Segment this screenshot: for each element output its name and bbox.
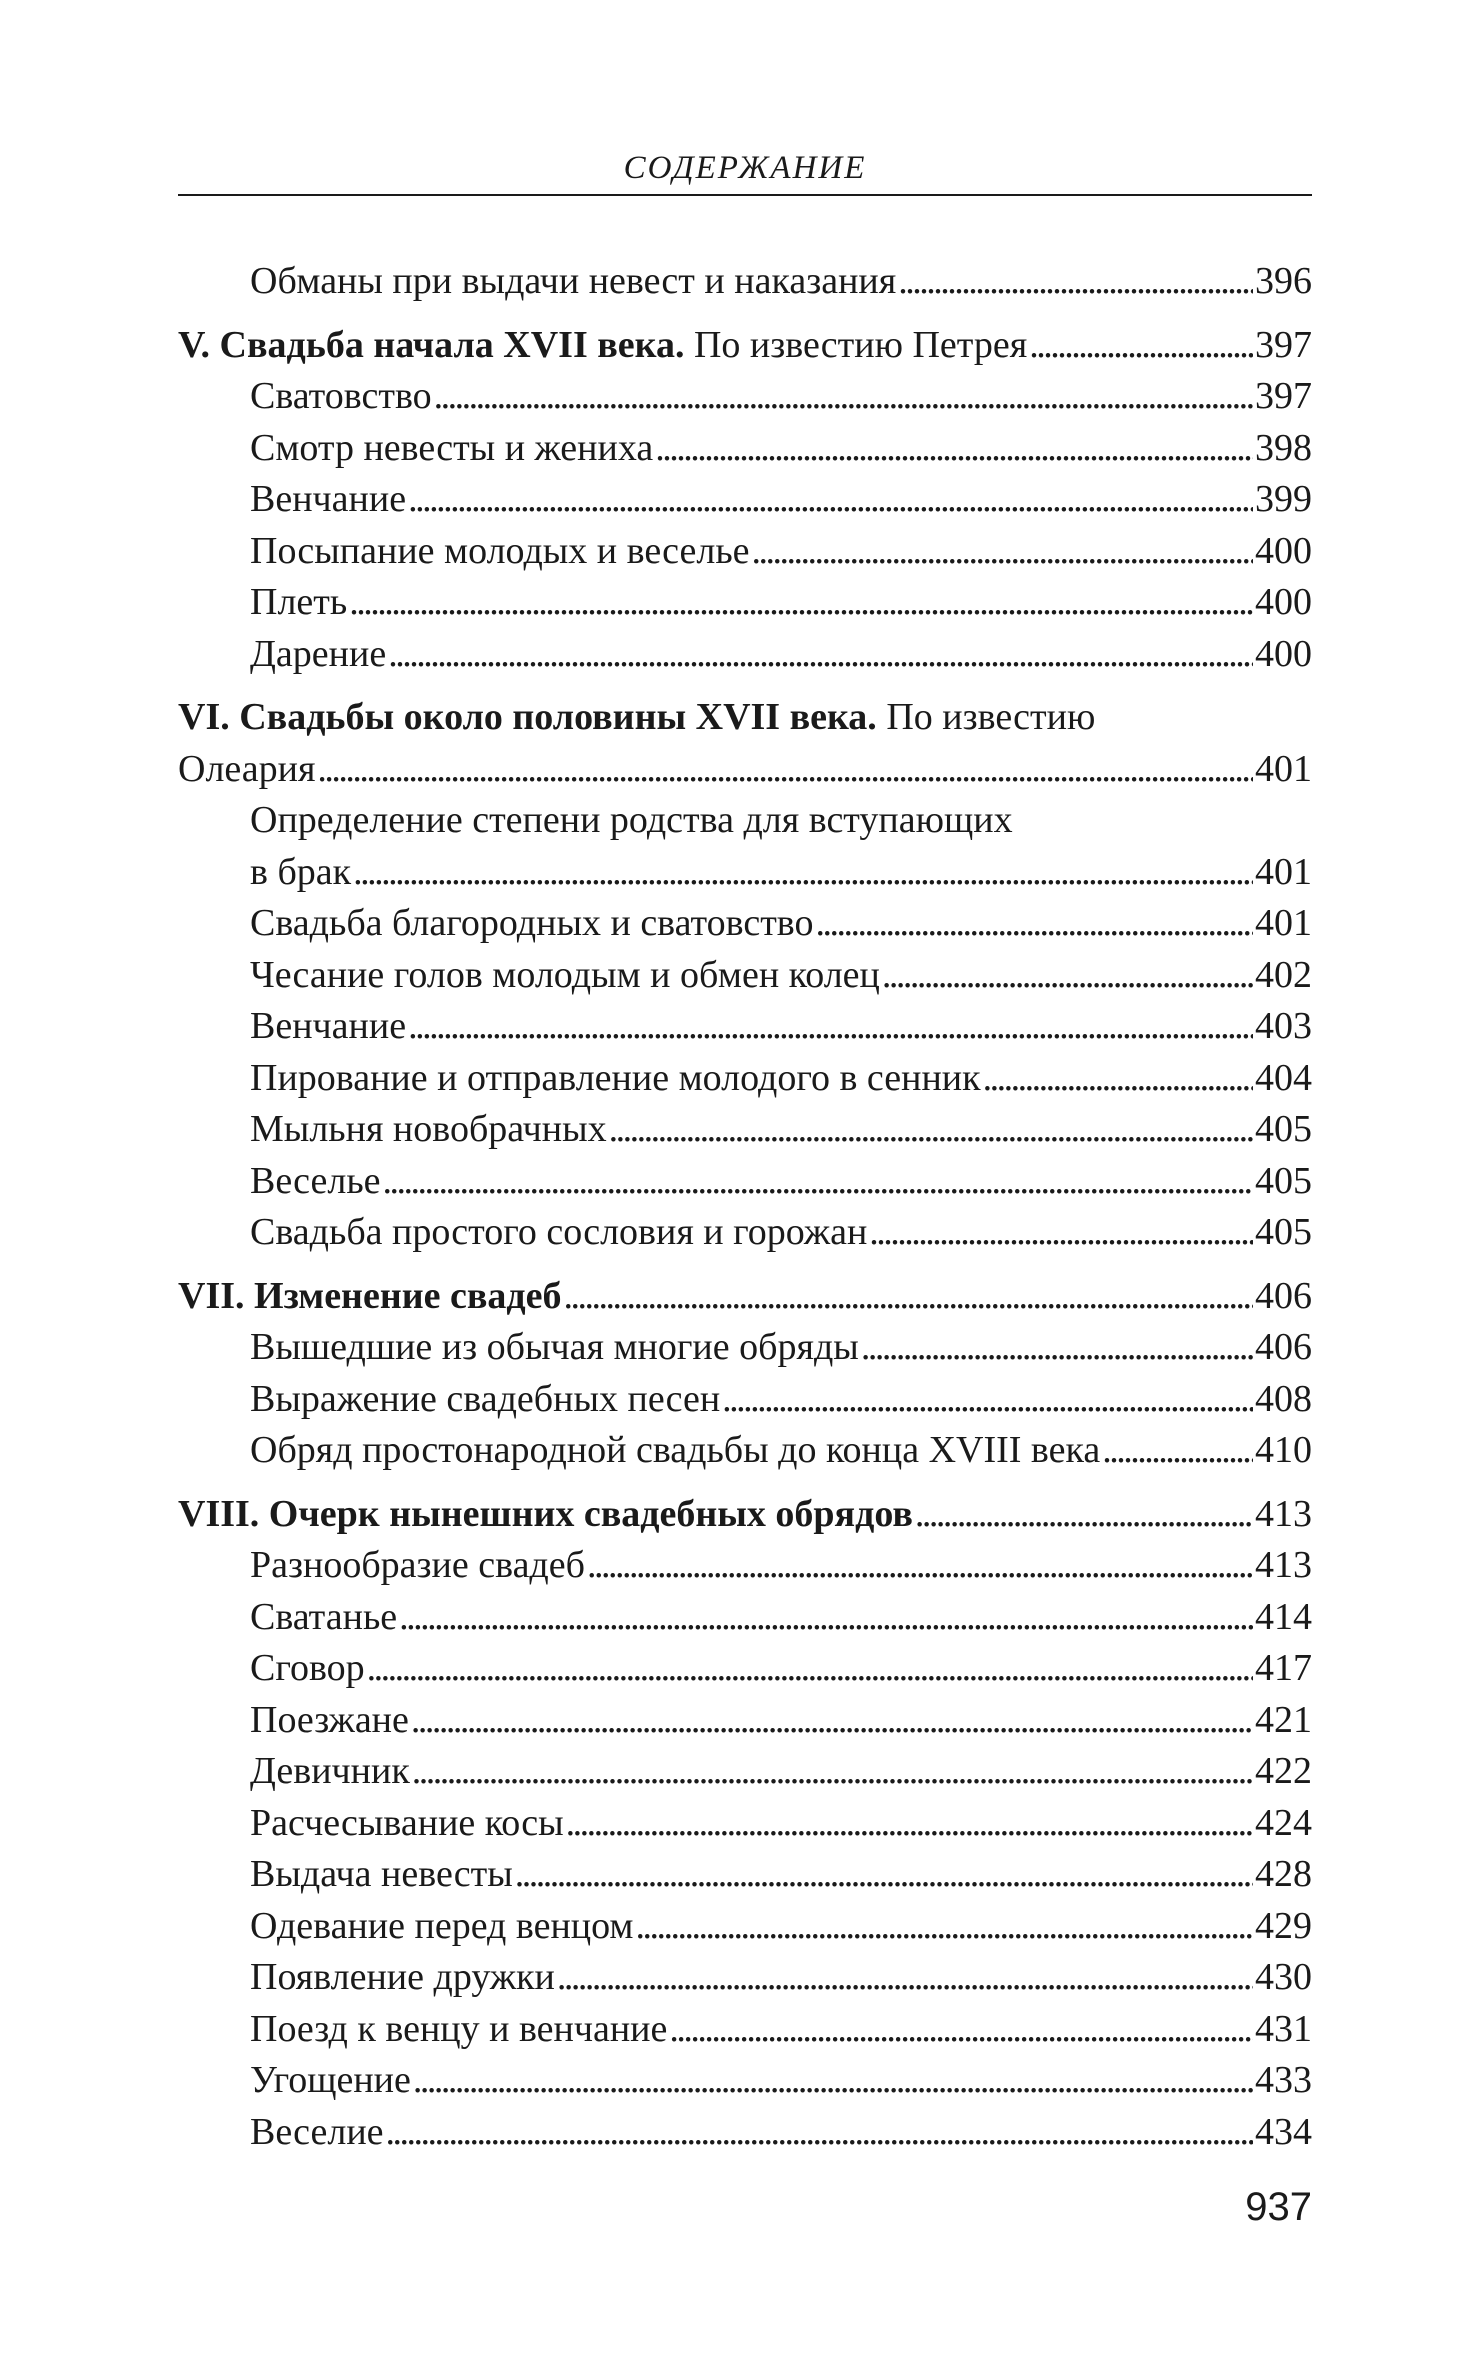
toc-entry-title: Веселье [250, 1159, 381, 1202]
dot-leader [349, 577, 1253, 629]
toc-entry-title: Поезжане [250, 1698, 409, 1741]
dot-leader [388, 629, 1253, 681]
toc-entry-page: 404 [1255, 1056, 1312, 1099]
chapter-heading-v [178, 320, 1312, 372]
toc-entry [178, 1207, 1312, 1259]
toc-entry [178, 256, 1312, 308]
toc-entry-page: 405 [1255, 1211, 1312, 1253]
toc-entry-page: 430 [1255, 1956, 1312, 1998]
toc-entry-page: 405 [1255, 1159, 1312, 1202]
toc-entry-page: 398 [1255, 426, 1312, 469]
toc-entry [178, 898, 1312, 950]
toc-entry-title: Свадьба простого сословия и горожан [250, 1211, 868, 1253]
toc-entry [178, 1104, 1312, 1156]
chapter-page: 401 [1255, 747, 1312, 790]
toc-entry-title: Одевание перед венцом [250, 1904, 634, 1947]
toc-entry-line1 [178, 795, 1312, 847]
toc-entry [178, 1952, 1312, 2004]
dot-leader [557, 1952, 1253, 2004]
dot-leader [882, 950, 1253, 1002]
toc-entry-title-cont: в брак [250, 850, 352, 893]
dot-leader [983, 1053, 1253, 1105]
toc-entry-page: 400 [1255, 529, 1312, 572]
toc-entry-page: 402 [1255, 953, 1312, 996]
toc-entry-title: Дарение [250, 632, 387, 675]
toc-entry-page: 428 [1255, 1853, 1312, 1895]
toc-entry-title: Смотр невесты и жениха [250, 426, 654, 469]
toc-entry-title: Посыпание молодых и веселье [250, 529, 750, 572]
chapter-title-rest: По известию Петрея [684, 323, 1028, 366]
toc-entry [178, 577, 1312, 629]
toc-entry-page: 424 [1255, 1801, 1312, 1844]
chapter-title-bold: V. Свадьба начала XVII века. [178, 323, 685, 366]
dot-leader [566, 1798, 1253, 1850]
dot-leader [413, 2055, 1253, 2107]
toc-entry [178, 1540, 1312, 1592]
dot-leader [317, 744, 1253, 796]
chapter-heading-vii [178, 1271, 1312, 1323]
toc-entry [178, 371, 1312, 423]
toc-entry [178, 2107, 1312, 2159]
dot-leader [367, 1643, 1253, 1695]
toc-entry [178, 950, 1312, 1002]
dot-leader [587, 1540, 1253, 1592]
dot-leader [386, 2107, 1253, 2159]
dot-leader [898, 256, 1253, 308]
header-rule [178, 194, 1312, 196]
dot-leader [408, 1001, 1253, 1053]
toc-entry-page: 406 [1255, 1326, 1312, 1368]
toc-entry [178, 1643, 1312, 1695]
toc-entry [178, 1425, 1312, 1477]
toc-entry-title: Свадьба благородных и сватовство [250, 902, 814, 944]
dot-leader [861, 1322, 1253, 1374]
toc-entry [178, 526, 1312, 578]
toc-entry-page: 400 [1255, 581, 1312, 623]
toc-entry-title: Определение степени родства для вступающих [250, 799, 1013, 841]
toc-entry-page: 433 [1255, 2059, 1312, 2101]
toc-entry [178, 1901, 1312, 1953]
toc-entry [178, 1695, 1312, 1747]
toc-entry [178, 1374, 1312, 1426]
toc-entry-page: 399 [1255, 478, 1312, 520]
chapter-title-bold: VIII. Очерк нынешних свадебных обрядов [178, 1492, 913, 1535]
toc-entry-title: Плеть [250, 581, 348, 623]
toc-entry-title: Венчание [250, 478, 407, 520]
dot-leader [399, 1592, 1253, 1644]
toc-entry-title: Сватовство [250, 375, 432, 417]
dot-leader [353, 847, 1253, 899]
dot-leader [816, 898, 1254, 950]
chapter-heading-vi-cont [178, 744, 1312, 796]
chapter-title-bold: VII. Изменение свадеб [178, 1274, 562, 1317]
dot-leader [412, 1746, 1253, 1798]
toc-entry [178, 1592, 1312, 1644]
toc-entry-page: 421 [1255, 1698, 1312, 1741]
toc-entry-title: Венчание [250, 1005, 407, 1047]
toc-entry-page: 401 [1255, 850, 1312, 893]
dot-leader [1029, 320, 1253, 372]
chapter-heading-vi [178, 692, 1312, 744]
toc-entry-page: 434 [1255, 2110, 1312, 2153]
toc-entry-title: Угощение [250, 2059, 411, 2101]
toc-entry-title: Обряд простонародной свадьбы до конца XVIII века [250, 1429, 1101, 1471]
dot-leader [515, 1849, 1253, 1901]
toc-entry-title: Вышедшие из обычая многие обряды [250, 1326, 859, 1368]
toc-entry-page: 417 [1255, 1647, 1312, 1689]
chapter-page: 397 [1255, 323, 1312, 366]
chapter-page: 413 [1255, 1492, 1312, 1535]
dot-leader [383, 1156, 1253, 1208]
toc-entry-page: 414 [1255, 1595, 1312, 1638]
dot-leader [669, 2004, 1253, 2056]
dot-leader [434, 371, 1253, 423]
toc-entry [178, 1798, 1312, 1850]
toc-entry-page: 413 [1255, 1544, 1312, 1586]
chapter-title-bold: VI. Свадьбы около половины XVII века. [178, 696, 877, 738]
dot-leader [1102, 1425, 1253, 1477]
toc-entry-page: 422 [1255, 1750, 1312, 1792]
toc-entry [178, 2055, 1312, 2107]
toc-entry [178, 423, 1312, 475]
toc-entry-title: Веселие [250, 2110, 384, 2153]
toc-entry-title: Девичник [250, 1750, 410, 1792]
toc-entry [178, 1746, 1312, 1798]
toc-entry-page: 410 [1255, 1429, 1312, 1471]
toc-entry-page: 429 [1255, 1904, 1312, 1947]
toc-entry-page: 401 [1255, 902, 1312, 944]
chapter-title-rest: По известию [876, 696, 1096, 738]
dot-leader [869, 1207, 1253, 1259]
toc-entry-title: Поезд к венцу и венчание [250, 2007, 668, 2050]
toc-entry-title: Выражение свадебных песен [250, 1377, 721, 1420]
toc-entry-title: Обманы при выдачи невест и наказания [250, 260, 897, 302]
toc-entry [178, 2004, 1312, 2056]
toc-entry-page: 405 [1255, 1108, 1312, 1150]
running-head: СОДЕРЖАНИЕ [623, 150, 867, 186]
dot-leader [411, 1695, 1253, 1747]
toc-entry-title: Сговор [250, 1647, 365, 1689]
toc-entry [178, 1322, 1312, 1374]
toc-entry [178, 1849, 1312, 1901]
toc-entry [178, 1156, 1312, 1208]
toc-entry [178, 1001, 1312, 1053]
toc-entry [178, 629, 1312, 681]
page-number: 937 [1245, 2185, 1312, 2229]
toc-entry-title: Расчесывание косы [250, 1801, 564, 1844]
chapter-page: 406 [1255, 1274, 1312, 1317]
toc-entry [178, 474, 1312, 526]
toc-entry-title: Разнообразие свадеб [250, 1544, 585, 1586]
dot-leader [408, 474, 1253, 526]
chapter-title-cont: Олеария [178, 747, 316, 790]
chapter-heading-viii [178, 1489, 1312, 1541]
chapter-title [178, 320, 1027, 372]
dot-leader [655, 423, 1253, 475]
toc-entry-title: Выдача невесты [250, 1853, 513, 1895]
toc-entry [178, 1053, 1312, 1105]
toc-entry-page: 431 [1255, 2007, 1312, 2050]
toc-entry-page: 408 [1255, 1377, 1312, 1420]
table-of-contents [178, 256, 1312, 2158]
toc-entry-title: Пирование и отправление молодого в сенник [250, 1056, 981, 1099]
toc-entry-title: Появление дружки [250, 1956, 555, 1998]
toc-entry-title: Мыльня новобрачных [250, 1108, 607, 1150]
toc-entry-line2 [178, 847, 1312, 899]
dot-leader [752, 526, 1253, 578]
toc-entry-page: 396 [1255, 260, 1312, 302]
dot-leader [609, 1104, 1253, 1156]
dot-leader [635, 1901, 1253, 1953]
toc-entry-page: 397 [1255, 375, 1312, 417]
dot-leader [915, 1489, 1253, 1541]
dot-leader [722, 1374, 1253, 1426]
toc-entry-title: Сватанье [250, 1595, 398, 1638]
toc-entry-page: 403 [1255, 1005, 1312, 1047]
dot-leader [563, 1271, 1253, 1323]
toc-entry-title: Чесание голов молодым и обмен колец [250, 953, 880, 996]
toc-entry-page: 400 [1255, 632, 1312, 675]
